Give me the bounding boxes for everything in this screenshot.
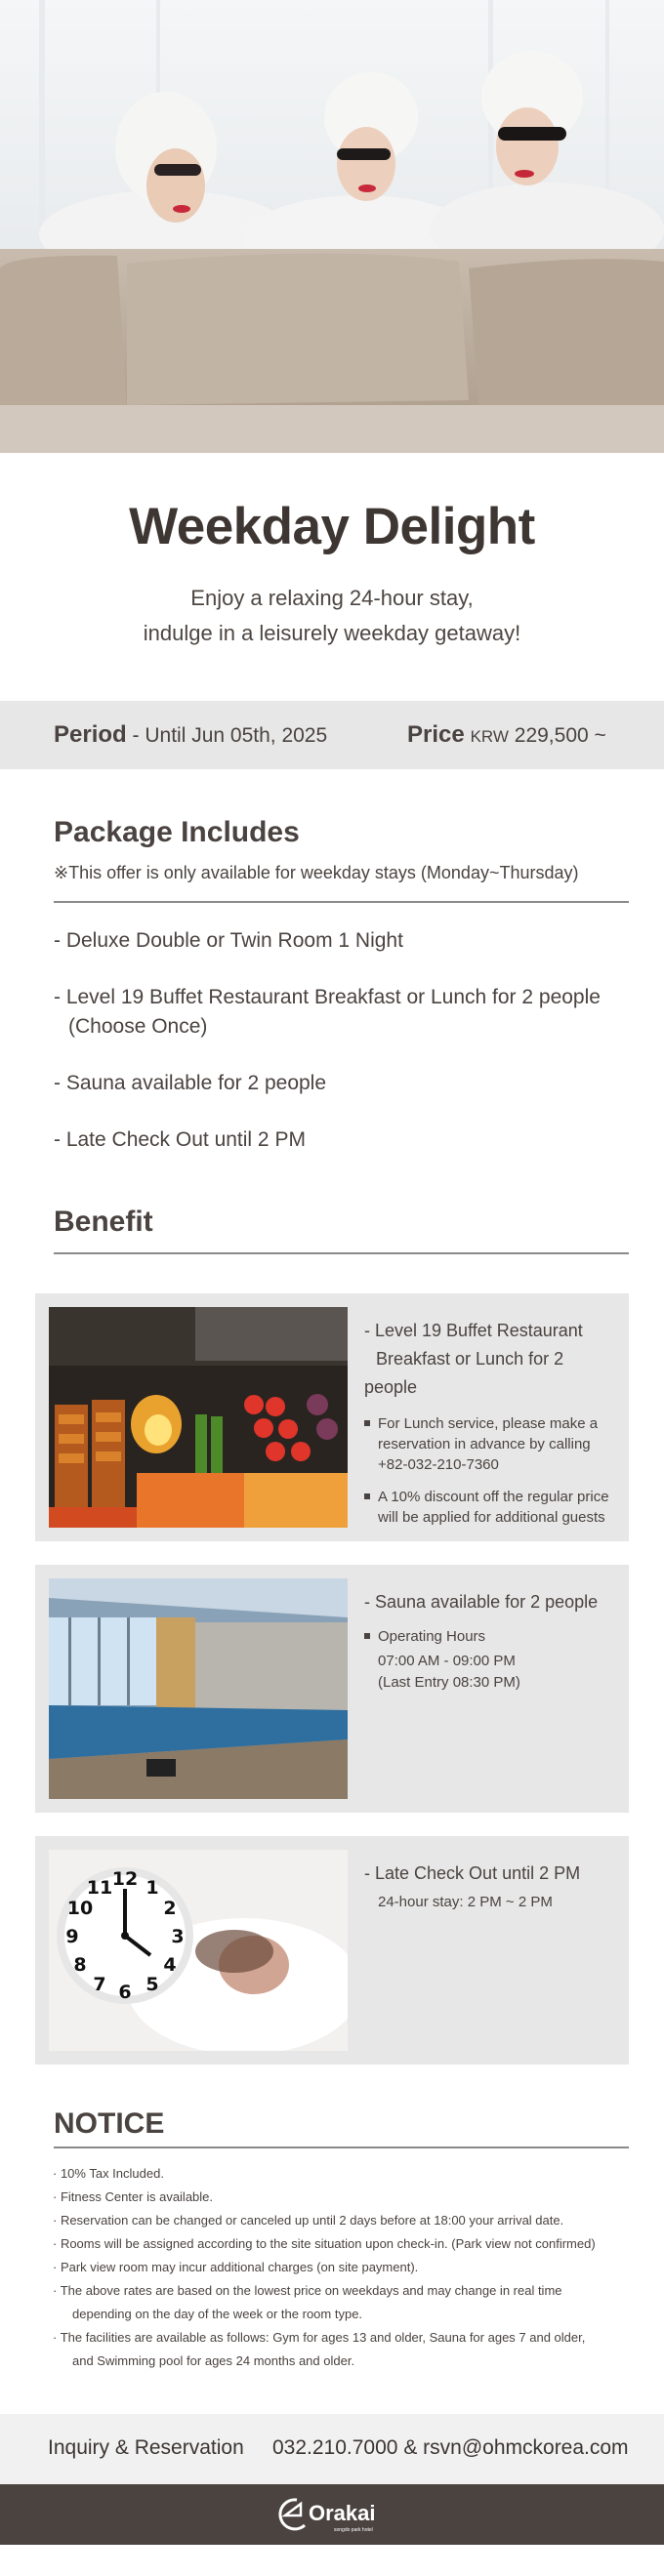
orakai-logo [275,2496,393,2540]
notice-list [35,2162,629,2373]
package-item: - Deluxe Double or Twin Room 1 Night [54,929,403,952]
svg-text:12: 12 [111,1868,139,1890]
notice-item: · Park view room may incur additional charges (on site payment). [53,2260,419,2274]
buffet-discount-note: A 10% discount off the regular price will be applied for additional guests [364,1487,619,1528]
buffet-grill-image [49,1307,348,1528]
svg-text:9: 9 [65,1926,79,1947]
benefit-card-buffet [35,1293,629,1541]
price-value: 229,500 ~ [514,724,606,747]
sauna-illustration [49,1578,348,1799]
notice-item: · Reservation can be changed or canceled up until 2 days before at 18:00 your arrival date. [53,2213,564,2228]
late-checkout-heading: - Late Check Out until 2 PM [364,1863,581,1883]
period-label: Period [54,721,127,748]
orakai-logo-text: Orakai [309,2501,376,2525]
sauna-heading: - Sauna available for 2 people [364,1592,599,1612]
period [54,721,327,749]
period-price-bar [0,701,664,769]
late-checkout-image [49,1850,348,2051]
inquiry-label: Inquiry & Reservation [48,2436,244,2459]
sauna-pool-image [49,1578,348,1799]
svg-text:4: 4 [163,1954,177,1976]
benefit-title: Benefit [54,1206,629,1254]
package-item: - Sauna available for 2 people [54,1072,327,1094]
svg-text:8: 8 [73,1954,87,1976]
subtitle-line-1: Enjoy a relaxing 24-hour stay, [190,585,474,610]
period-value: - Until Jun 05th, 2025 [132,724,328,747]
notice-item: · Fitness Center is available. [53,2189,214,2204]
buffet-text [364,1317,619,1528]
notice-item: · The above rates are based on the lowest price on weekdays and may change in real time depending on the day of the week or the room type. [53,2283,562,2321]
package-item: - Late Check Out until 2 PM [54,1128,306,1151]
clock-bed-illustration [49,1850,348,2051]
inquiry-email[interactable]: rsvn@ohmckorea.com [423,2436,629,2459]
svg-text:1: 1 [145,1877,159,1899]
orakai-logo-subtext: songdo park hotel [334,2527,373,2533]
price-currency: KRW [470,727,509,746]
svg-text:2: 2 [163,1898,177,1919]
price-label: Price [407,721,465,748]
footer [0,2484,664,2545]
page-subtitle [0,581,664,651]
notice-title: NOTICE [54,2107,629,2148]
buffet-lunch-reservation-note: For Lunch service, please make a reservation in advance by calling +82-032-210-7360 [364,1413,619,1475]
inquiry-amp: & [403,2436,418,2459]
benefit-card-sauna [35,1565,629,1813]
package-note: ※This offer is only available for weekday stays (Monday~Thursday) [54,863,629,903]
sauna-hours: 07:00 AM - 09:00 PM (Last Entry 08:30 PM) [378,1653,520,1691]
sauna-text [364,1588,619,1694]
inquiry-phone[interactable]: 032.210.7000 [272,2436,398,2459]
inquiry-bar [0,2414,664,2484]
svg-text:6: 6 [118,1982,132,2003]
package-item: - Level 19 Buffet Restaurant Breakfast or Lunch for 2 people (Choose Once) [54,986,601,1038]
sauna-hours-label: Operating Hours [364,1626,619,1647]
benefit-section [0,1182,664,2065]
notice-item: · 10% Tax Included. [53,2166,164,2181]
inquiry-contact [272,2436,629,2460]
page-title: Weekday Delight [129,498,535,555]
svg-text:5: 5 [145,1974,159,1995]
hero-photo-illustration [0,0,664,453]
benefit-card-late-checkout [35,1836,629,2065]
notice-item: · Rooms will be assigned according to the site situation upon check-in. (Park view not confirmed) [53,2236,596,2251]
svg-text:7: 7 [93,1974,106,1995]
subtitle-line-2: indulge in a leisurely weekday getaway! [143,620,521,645]
price [407,721,606,749]
package-list [35,903,629,1155]
package-section [0,769,664,1155]
title-block [0,453,664,701]
orakai-logo-mark [275,2496,393,2535]
buffet-heading: - Level 19 Buffet Restaurant Breakfast or Lunch for 2 people [364,1321,583,1397]
hero-image [0,0,664,453]
notice-section [0,2107,664,2373]
package-title: Package Includes [54,816,300,848]
svg-text:3: 3 [171,1926,185,1947]
svg-text:11: 11 [86,1877,113,1899]
grill-illustration [49,1307,348,1528]
notice-item: · The facilities are available as follows: Gym for ages 13 and older, Sauna for ages 7 and older, and Swimming pool for ages 24 months and older. [53,2330,586,2368]
late-checkout-text [364,1860,619,1913]
late-checkout-detail: 24-hour stay: 2 PM ~ 2 PM [378,1894,553,1910]
svg-text:10: 10 [66,1898,94,1919]
